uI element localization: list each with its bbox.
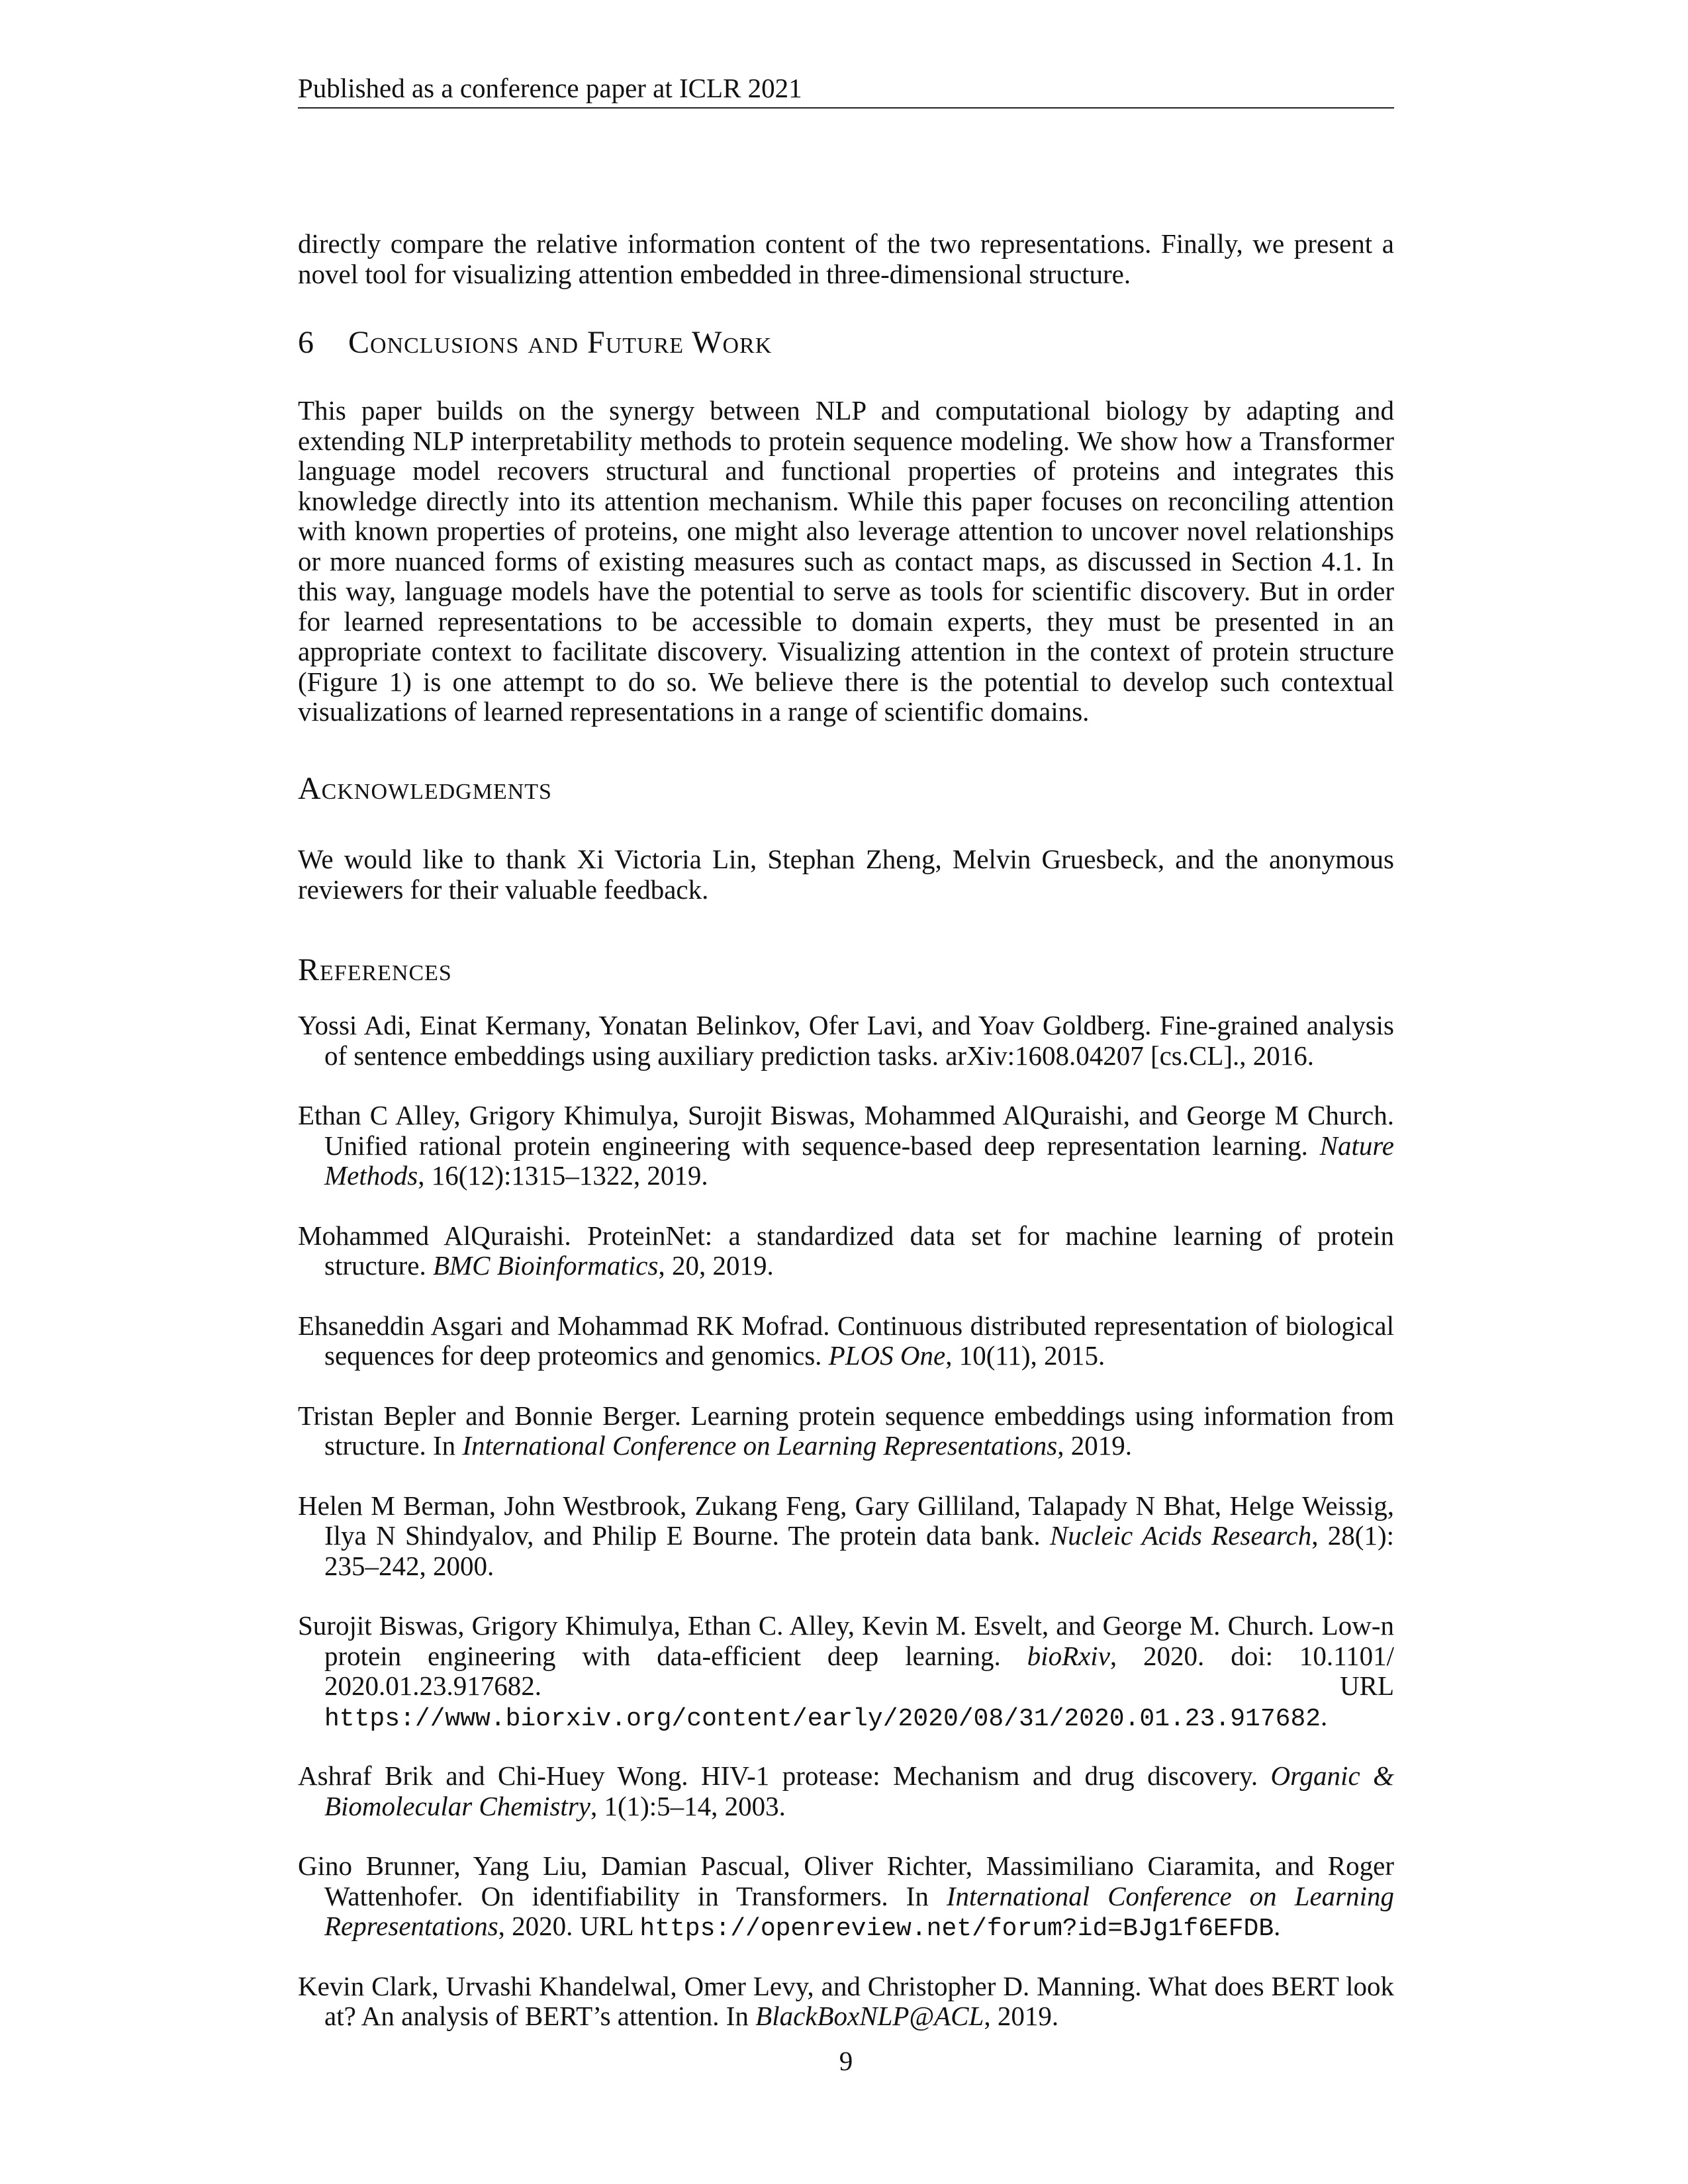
reference-entry [298, 1491, 1394, 1584]
acknowledgments-heading: Acknowledgments [298, 771, 552, 806]
reference-details: , 2020. URL [498, 1911, 640, 1941]
reference-venue: International Conference on Learning Representations [462, 1430, 1058, 1461]
reference-entry [298, 1401, 1394, 1464]
reference-details: , 20, 2019. [658, 1250, 774, 1281]
reference-venue: Nucleic Acids Research [1049, 1520, 1312, 1551]
reference-end: . [1321, 1700, 1328, 1731]
reference-venue: International Conference on Learning Representations [324, 1880, 1394, 1941]
reference-entry [298, 1311, 1394, 1374]
reference-text: Helen M Berman, John Westbrook, Zukang Feng, Gary Gilliland, Talapady N Bhat, Helge Weissig, Ilya N Shindyalov, and Philip E Bourne. The protein data bank. [298, 1490, 1394, 1551]
references-heading: References [298, 952, 452, 987]
page-number: 9 [839, 2046, 853, 2076]
running-header: Published as a conference paper at ICLR 2021 [298, 69, 1394, 109]
reference-details: , 28(1): 235–242, 2000. [324, 1520, 1394, 1581]
reference-entry [298, 1761, 1394, 1824]
reference-text: Ehsaneddin Asgari and Mohammad RK Mofrad. Continuous distributed representation of biological sequences for deep proteomics and genomics. [298, 1310, 1394, 1371]
reference-entry [298, 1851, 1394, 1944]
reference-entry [298, 1101, 1394, 1194]
reference-details: , 16(12):1315–1322, 2019. [418, 1160, 708, 1191]
reference-venue: PLOS One [828, 1340, 946, 1371]
reference-entry [298, 1972, 1394, 2034]
reference-entry [298, 1611, 1394, 1734]
conclusions-paragraph: This paper builds on the synergy between NLP and computational biology by adapting and extending NLP interpretability methods to protein sequence modeling. We show how a Transformer language model recovers structural and functional properties of proteins and integrates this knowledge directly into its attention mechanism. While this paper focuses on reconciling attention with known properties of proteins, one might also leverage attention to uncover novel relationships or more nuanced forms of existing measures such as contact maps, as discussed in Section 4.1. In this way, language models have the potential to serve as tools for scientific discovery. But in order for learned representations to be accessible to domain experts, they must be presented in an appropriate context to facilitate discovery. Visualizing attention in the context of protein structure (Figure 1) is one attempt to do so. We believe there is the potential to develop such contextual visualizations of learned representations in a range of scientific domains. [298, 395, 1394, 727]
reference-text: Ethan C Alley, Grigory Khimulya, Surojit Biswas, Mohammed AlQuraishi, and George M Church. Unified rational protein engineering with sequence-based deep representation learning. [298, 1100, 1394, 1161]
reference-details: , 2019. [1057, 1430, 1132, 1461]
reference-venue: BlackBoxNLP@ACL [755, 2001, 984, 2031]
reference-venue: BMC Bioinformatics [432, 1250, 659, 1281]
reference-details: , 1(1):5–14, 2003. [590, 1790, 786, 1821]
reference-text: Tristan Bepler and Bonnie Berger. Learning protein sequence embeddings using information from structure. In [298, 1400, 1394, 1461]
acknowledgments-paragraph: We would like to thank Xi Victoria Lin, Stephan Zheng, Melvin Gruesbeck, and the anonymous reviewers for their valuable feedback. [298, 844, 1394, 905]
section-title: Conclusions and Future Work [348, 325, 773, 360]
reference-venue: bioRxiv [1027, 1640, 1110, 1671]
reference-venue: Nature Methods [324, 1130, 1394, 1191]
reference-text: Yossi Adi, Einat Kermany, Yonatan Belinkov, Ofer Lavi, and Yoav Goldberg. Fine-grained analysis of sentence embeddings using auxiliary prediction tasks. arXiv:1608.04207 [cs.CL]., 2016. [298, 1010, 1394, 1071]
reference-text: Gino Brunner, Yang Liu, Damian Pascual, Oliver Richter, Massimiliano Ciaramita, and Roger Wattenhofer. On identifiability in Transformers. In [298, 1850, 1394, 1911]
section-number: 6 [298, 325, 314, 360]
reference-text: Mohammed AlQuraishi. ProteinNet: a standardized data set for machine learning of protein structure. [298, 1220, 1394, 1281]
reference-text: Surojit Biswas, Grigory Khimulya, Ethan C. Alley, Kevin M. Esvelt, and George M. Church. Low-n protein engineering with data-efficient deep learning. [298, 1610, 1394, 1671]
reference-entry [298, 1221, 1394, 1284]
reference-details: , 2020. doi: 10.1101/ 2020.01.23.917682. URL [324, 1640, 1394, 1701]
reference-end: . [1274, 1911, 1281, 1941]
reference-text: Kevin Clark, Urvashi Khandelwal, Omer Levy, and Christopher D. Manning. What does BERT look at? An analysis of BERT’s attention. In [298, 1970, 1394, 2031]
section-6-heading [298, 324, 772, 361]
reference-text: Ashraf Brik and Chi-Huey Wong. HIV-1 protease: Mechanism and drug discovery. [298, 1760, 1271, 1791]
reference-url[interactable]: https://www.biorxiv.org/content/early/2020/08/31/2020.01.23.917682 [324, 1704, 1321, 1733]
reference-url[interactable]: https://openreview.net/forum?id=BJg1f6EFDB [639, 1915, 1274, 1943]
reference-venue: Organic & Biomolecular Chemistry [324, 1760, 1394, 1821]
reference-list [298, 1011, 1394, 2062]
reference-details: , 10(11), 2015. [945, 1340, 1105, 1371]
reference-entry [298, 1011, 1394, 1073]
intro-paragraph: directly compare the relative information content of the two representations. Finally, we present a novel tool for visualizing attention embedded in three-dimensional structure. [298, 228, 1394, 289]
reference-details: , 2019. [984, 2001, 1059, 2031]
